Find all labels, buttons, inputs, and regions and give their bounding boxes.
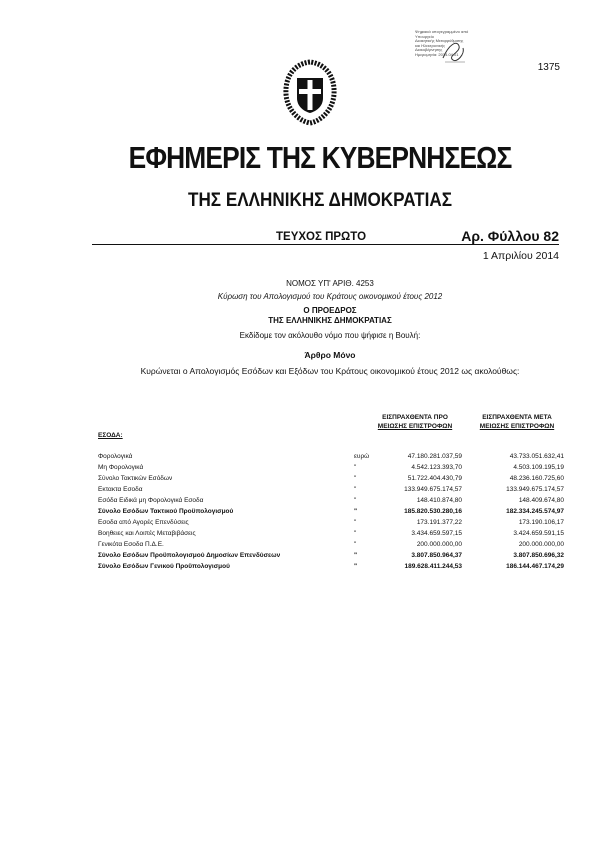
row-value-after-refunds: 43.733.051.632,41 bbox=[509, 453, 564, 460]
row-unit: " bbox=[354, 497, 357, 504]
column-header-before-refunds bbox=[370, 413, 460, 431]
row-label: Σύνολο Εσόδων Προϋπολογισμού Δημοσίων Επενδύσεων bbox=[98, 552, 281, 559]
row-label: Σύνολο Τακτικών Εσόδων bbox=[98, 475, 173, 482]
table-row bbox=[98, 495, 568, 506]
row-value-before-refunds: 3.434.659.597,15 bbox=[411, 530, 462, 537]
row-value-after-refunds: 3.807.850.696,32 bbox=[513, 552, 564, 559]
table-row bbox=[98, 484, 568, 495]
table-row bbox=[98, 561, 568, 572]
president-line-1: Ο ΠΡΟΕΔΡΟΣ bbox=[303, 306, 357, 315]
row-label: Μη Φορολογικά bbox=[98, 464, 144, 471]
stamp-line: Υπουργείο bbox=[415, 33, 434, 39]
enactment-text: Εκδίδομε τον ακόλουθο νόμο που ψήφισε η Βουλή: bbox=[239, 331, 421, 340]
row-unit: " bbox=[354, 552, 358, 559]
stamp-line: Διοικητικής Μεταρρύθμισης bbox=[415, 38, 464, 44]
row-unit: " bbox=[354, 464, 357, 471]
row-unit: " bbox=[354, 486, 357, 493]
row-value-after-refunds: 3.424.659.591,15 bbox=[513, 530, 564, 537]
stamp-line: Ψηφιακά υπογεγραμμένο από bbox=[415, 29, 469, 34]
row-value-after-refunds: 148.409.674,80 bbox=[518, 497, 564, 504]
president-heading bbox=[0, 306, 595, 326]
row-value-before-refunds: 4.542.123.393,70 bbox=[411, 464, 462, 471]
table-row bbox=[98, 451, 568, 462]
header-divider bbox=[92, 244, 559, 245]
president-line-2: ΤΗΣ ΕΛΛΗΝΙΚΗΣ ΔΗΜΟΚΡΑΤΙΑΣ bbox=[268, 316, 392, 325]
row-unit: " bbox=[354, 563, 358, 570]
column-header-line: ΜΕΙΩΣΗΣ ΕΠΙΣΤΡΟΦΩΝ bbox=[377, 423, 453, 430]
revenue-section-heading: ΕΣΟΔΑ: bbox=[98, 432, 123, 439]
table-row bbox=[98, 539, 568, 550]
stamp-line: και Ηλεκτρονικής bbox=[415, 42, 446, 48]
page-number: 1375 bbox=[537, 62, 560, 73]
row-value-before-refunds: 3.807.850.964,37 bbox=[411, 552, 462, 559]
row-unit: ευρώ bbox=[354, 453, 370, 460]
revenue-table bbox=[98, 451, 568, 572]
row-label: Σύνολο Εσόδων Γενικού Προϋπολογισμού bbox=[98, 563, 230, 570]
table-row bbox=[98, 462, 568, 473]
row-value-after-refunds: 186.144.467.174,29 bbox=[506, 563, 564, 570]
law-number: ΝΟΜΟΣ ΥΠ' ΑΡΙΘ. 4253 bbox=[286, 279, 374, 288]
row-value-after-refunds: 173.190.106,17 bbox=[518, 519, 564, 526]
row-value-before-refunds: 200.000.000,00 bbox=[416, 541, 462, 548]
table-row bbox=[98, 550, 568, 561]
row-unit: " bbox=[354, 541, 357, 548]
sheet-number: Αρ. Φύλλου 82 bbox=[461, 228, 559, 244]
row-label: Σύνολο Εσόδων Τακτικού Προϋπολογισμού bbox=[98, 508, 234, 515]
row-value-after-refunds: 200.000.000,00 bbox=[518, 541, 564, 548]
row-unit: " bbox=[354, 475, 357, 482]
gazette-subtitle: ΤΗΣ ΕΛΛΗΝΙΚΗΣ ΔΗΜΟΚΡΑΤΙΑΣ bbox=[188, 190, 452, 211]
column-header-line: ΜΕΙΩΣΗΣ ΕΠΙΣΤΡΟΦΩΝ bbox=[479, 423, 555, 430]
column-header-after-refunds bbox=[472, 413, 562, 431]
row-value-before-refunds: 148.410.874,80 bbox=[416, 497, 462, 504]
row-unit: " bbox=[354, 530, 357, 537]
row-label: Εκτακτα Εσοδα bbox=[98, 486, 143, 493]
row-value-before-refunds: 133.949.675.174,57 bbox=[404, 486, 462, 493]
column-header-line: ΕΙΣΠΡΑΧΘΕΝΤΑ ΜΕΤΑ bbox=[482, 414, 552, 421]
row-unit: " bbox=[354, 519, 357, 526]
greek-coat-of-arms-icon bbox=[281, 58, 339, 126]
row-value-after-refunds: 133.949.675.174,57 bbox=[506, 486, 564, 493]
row-value-before-refunds: 189.628.411.244,53 bbox=[404, 563, 462, 570]
stamp-line: Ημερομηνία: 2014.04.01 bbox=[415, 51, 459, 57]
table-row bbox=[98, 473, 568, 484]
row-value-after-refunds: 4.503.109.195,19 bbox=[513, 464, 564, 471]
stamp-line: Διακυβέρνησης bbox=[415, 47, 443, 53]
row-value-before-refunds: 173.191.377,22 bbox=[416, 519, 462, 526]
table-row bbox=[98, 506, 568, 517]
row-label: Γενικότα Εσοδα Π.Δ.Ε. bbox=[98, 541, 164, 548]
row-value-after-refunds: 48.236.160.725,60 bbox=[509, 475, 564, 482]
row-label: Εσοδα από Αγορές Επενδύσεις bbox=[98, 519, 189, 526]
issue-label: ΤΕΥΧΟΣ ΠΡΩΤΟ bbox=[276, 231, 367, 243]
row-value-before-refunds: 185.820.530.280,16 bbox=[404, 508, 462, 515]
signature-icon bbox=[439, 36, 469, 66]
digital-signature-stamp bbox=[415, 29, 469, 58]
row-label: Εσόδα Ειδικά μη Φορολογικά Εσοδα bbox=[98, 497, 204, 504]
ratification-text: Κυρώνεται ο Απολογισμός Εσόδων και Εξόδων του Κράτους οικονομικού έτους 2012 ως ακολούθως: bbox=[140, 366, 520, 376]
table-row bbox=[98, 528, 568, 539]
row-unit: " bbox=[354, 508, 358, 515]
column-header-line: ΕΙΣΠΡΑΧΘΕΝΤΑ ΠΡΟ bbox=[382, 414, 448, 421]
table-row bbox=[98, 517, 568, 528]
gazette-title: ΕΦΗΜΕΡΙΣ ΤΗΣ ΚΥΒΕΡΝΗΣΕΩΣ bbox=[128, 140, 512, 175]
article-heading: Άρθρο Μόνο bbox=[304, 350, 356, 360]
row-value-before-refunds: 51.722.404.430,79 bbox=[407, 475, 462, 482]
row-label: Βοηθειες και Λοιπές Μεταβιβάσεις bbox=[98, 530, 196, 537]
row-value-after-refunds: 182.334.245.574,97 bbox=[506, 508, 564, 515]
row-label: Φορολογικά bbox=[98, 453, 133, 460]
row-value-before-refunds: 47.180.281.037,59 bbox=[407, 453, 462, 460]
issue-date: 1 Απριλίου 2014 bbox=[482, 250, 559, 262]
law-description: Κύρωση του Απολογισμού του Κράτους οικονομικού έτους 2012 bbox=[217, 292, 443, 301]
